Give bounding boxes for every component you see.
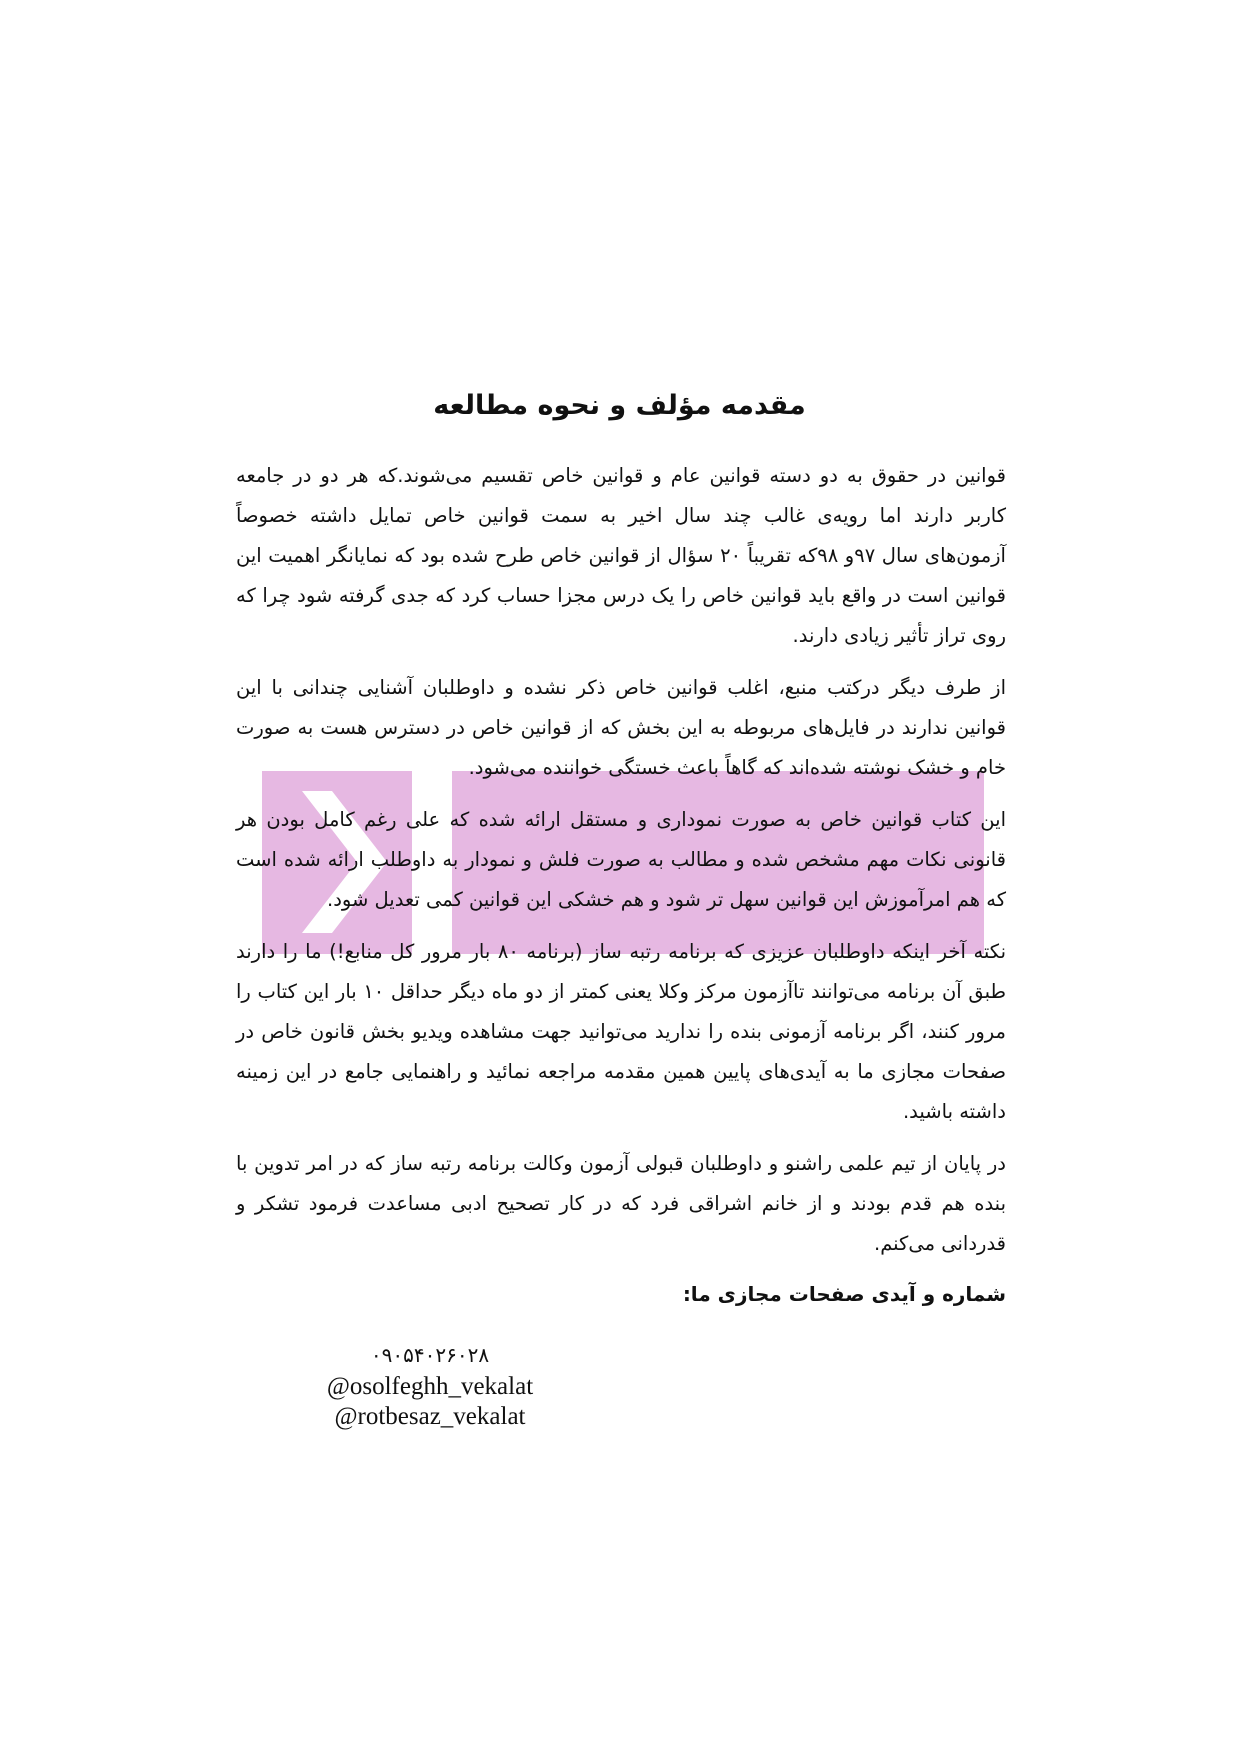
social-handle-2: @rotbesaz_vekalat [334, 1403, 526, 1430]
social-handle-1: @osolfeghh_vekalat [326, 1373, 534, 1400]
paragraph-2: از طرف دیگر درکتب منبع، اغلب قوانین خاص ذکر نشده و داوطلبان آشنایی چندانی با این قوانین ندارند در فایل‌های مربوطه به این بخش که از قوانین خاص در دسترس هست به صورت خام و خشک نوشته شده‌اند که گاهاً باعث خستگی خواننده می‌شود. [236, 676, 1006, 779]
paragraph-3: این کتاب قوانین خاص به صورت نموداری و مستقل ارائه شده که علی رغم کامل بودن هر قانونی نکات مهم مشخص شده و مطالب به صورت فلش و نمودار به داوطلب ارائه شده است که هم امرآموزش این قوانین سهل تر شود و هم خشکی این قوانین کمی تعدیل شود. [236, 808, 1006, 911]
phone-number: ۰۹۰۵۴۰۲۶۰۲۸ [370, 1343, 490, 1367]
page-title: مقدمه مؤلف و نحوه مطالعه [433, 390, 806, 422]
paragraph-5: در پایان از تیم علمی راشنو و داوطلبان قبولی آزمون وکالت برنامه رتبه ساز که در امر تدوین با بنده هم قدم بودند و از خانم اشراقی فرد که در کار تصحیح ادبی مساعدت فرمود تشکر و قدردانی می‌کنم. [236, 1152, 1006, 1255]
contact-list [300, 1338, 560, 1432]
body-text [236, 456, 1006, 1312]
paragraph-1: قوانین در حقوق به دو دسته قوانین عام و قوانین خاص تقسیم می‌شوند.که هر دو در جامعه کاربر دارند اما رویه‌ی غالب چند سال اخیر به سمت قوانین خاص تمایل داشته خصوصاً آزمون‌های سال ۹۷و ۹۸که تقریباً ۲۰ سؤال از قوانین خاص طرح شده بود که نمایانگر اهمیت این قوانین است در واقع باید قوانین خاص را یک درس مجزا حساب کرد که جدی گرفته شود چرا که روی تراز تأثیر زیادی دارند. [236, 464, 1006, 647]
paragraph-4: نکته آخر اینکه داوطلبان عزیزی که برنامه رتبه ساز (برنامه ۸۰ بار مرور کل منابع!) ما را دارند طبق آن برنامه می‌توانند تاآزمون مرکز وکلا یعنی کمتر از دو ماه دیگر حداقل ۱۰ بار این کتاب را مرور کنند، اگر برنامه آزمونی بنده را ندارید می‌توانید جهت مشاهده ویدیو بخش قانون خاص در صفحات مجازی ما به آیدی‌های پایین همین مقدمه مراجعه نمائید و راهنمایی جامع در این زمینه داشته باشید. [236, 940, 1007, 1123]
contact-heading: شماره و آیدی صفحات مجازی ما: [682, 1282, 1006, 1306]
